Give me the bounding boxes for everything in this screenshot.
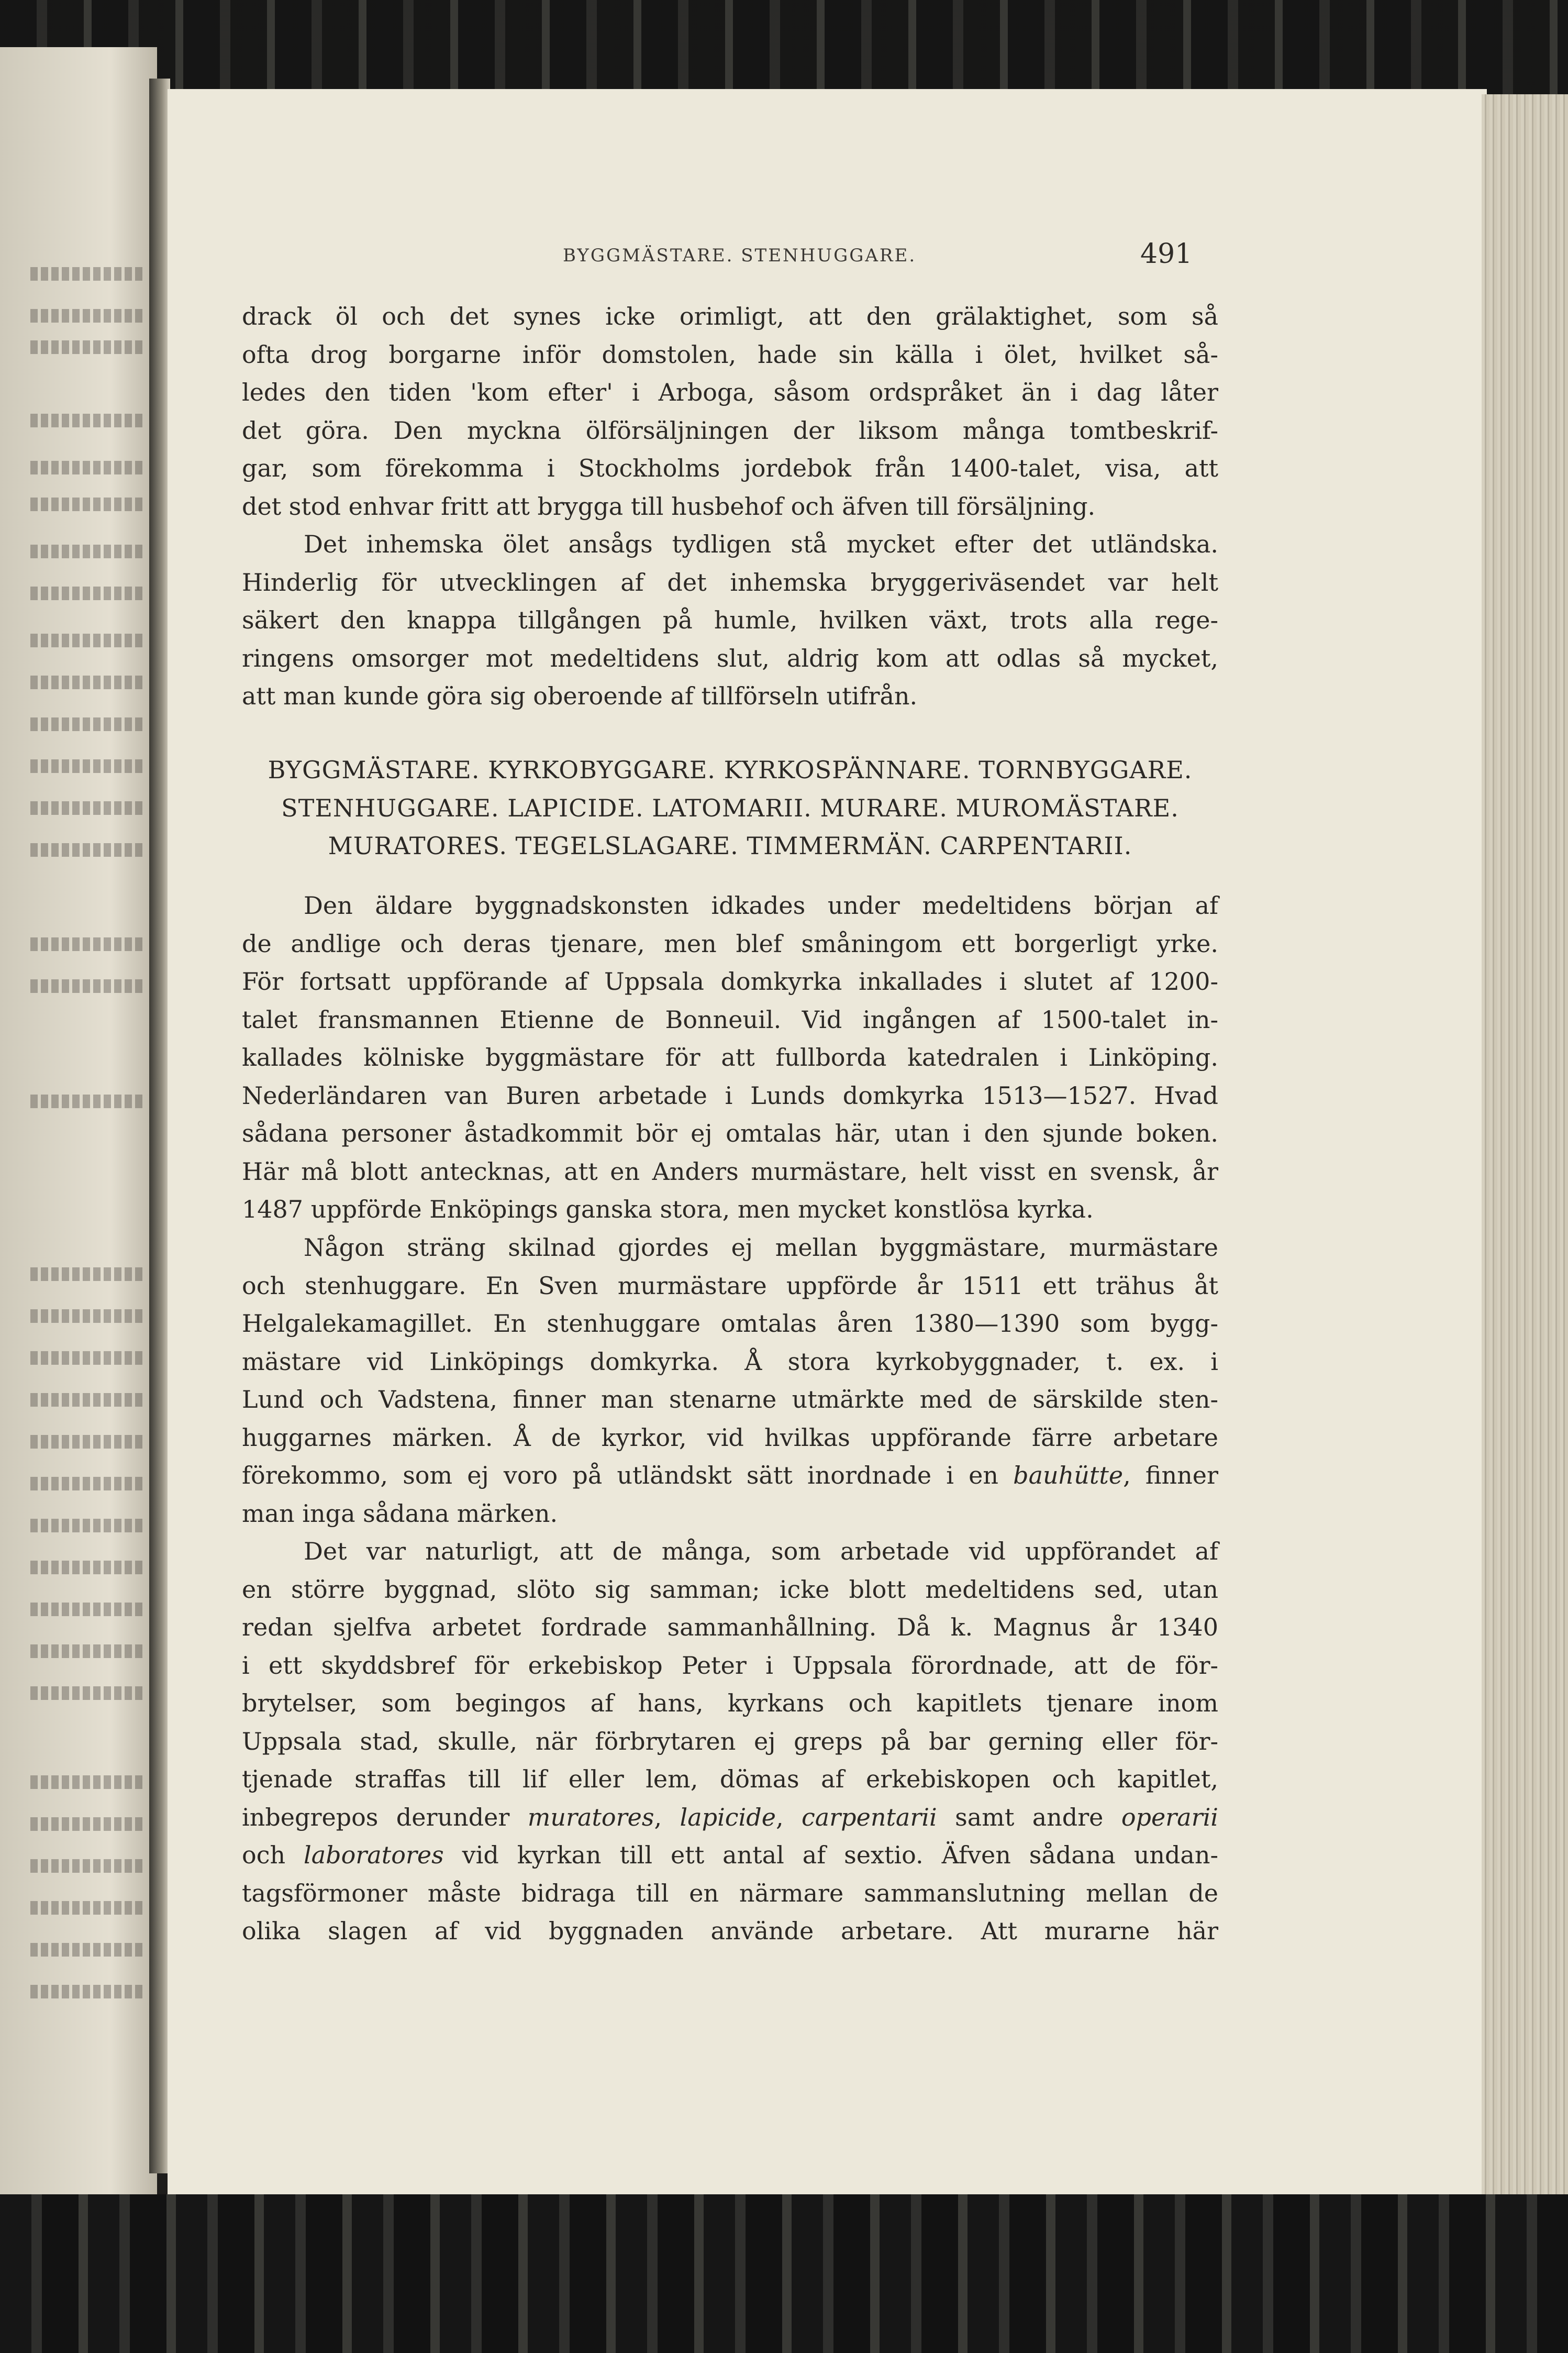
text-line: tjenade straffas till lif eller lem, dömas af erkebiskopen och kapitlet,: [242, 1765, 1218, 1793]
running-head: BYGGMÄSTARE. STENHUGGARE.: [563, 245, 917, 266]
book-gutter: [149, 79, 170, 2173]
text-line: och stenhuggare. En Sven murmästare uppförde år 1511 ett trähus åt: [242, 1271, 1218, 1300]
text-line: ofta drog borgarne inför domstolen, hade sin källa i ölet, hvilket så-: [242, 340, 1218, 369]
scan-background-top: [0, 0, 1568, 100]
text-line: ledes den tiden 'kom efter' i Arboga, såsom ordspråket än i dag låter: [242, 378, 1218, 406]
text-line: Här må blott antecknas, att en Anders murmästare, helt visst en svensk, år: [242, 1157, 1218, 1186]
text-line: inbegrepos derunder muratores, lapicide, carpentarii samt andre operarii: [242, 1803, 1219, 1831]
text-line: gar, som förekomma i Stockholms jordebok från 1400-talet, visa, att: [242, 454, 1218, 482]
heading-line: BYGGMÄSTARE. KYRKOBYGGARE. KYRKOSPÄNNARE. TORNBYGGARE.: [268, 756, 1193, 784]
page-stack-edge: [1482, 94, 1568, 2194]
text-line: Lund och Vadstena, finner man stenarne utmärkte med de särskilde sten-: [242, 1385, 1218, 1413]
heading-line: STENHUGGARE. LAPICIDE. LATOMARII. MURARE. MUROMÄSTARE.: [281, 793, 1179, 822]
text-line: och laboratores vid kyrkan till ett antal af sextio. Äfven sådana undan-: [242, 1841, 1218, 1869]
previous-page-edge: [0, 47, 157, 2194]
text-line: drack öl och det synes icke orimligt, att den grälaktighet, som så: [242, 302, 1218, 330]
text-line: talet fransmannen Etienne de Bonneuil. Vid ingången af 1500-talet in-: [242, 1005, 1218, 1034]
text-line: Det var naturligt, att de många, som arbetade vid uppförandet af: [304, 1537, 1218, 1565]
text-line: mästare vid Linköpings domkyrka. Å stora kyrkobyggnader, t. ex. i: [242, 1347, 1218, 1376]
text-line: förekommo, som ej voro på utländskt sätt inordnade i en bauhütte, finner: [242, 1461, 1219, 1489]
text-line: redan sjelfva arbetet fordrade sammanhållning. Då k. Magnus år 1340: [242, 1613, 1218, 1641]
text-line: Helgalekamagillet. En stenhuggare omtalas åren 1380—1390 som bygg-: [242, 1309, 1218, 1338]
text-line: För fortsatt uppförande af Uppsala domkyrka inkallades i slutet af 1200-: [242, 967, 1218, 996]
paragraph-4: [242, 1229, 1218, 1532]
text-line: sådana personer åstadkommit bör ej omtalas här, utan i den sjunde boken.: [242, 1119, 1218, 1147]
text-line: de andlige och deras tjenare, men blef småningom ett borgerligt yrke.: [242, 929, 1218, 958]
text-line: i ett skyddsbref för erkebiskop Peter i Uppsala förordnade, att de för-: [242, 1651, 1218, 1680]
text-line: Nederländaren van Buren arbetade i Lunds domkyrka 1513—1527. Hvad: [242, 1081, 1218, 1110]
text-line: 1487 uppförde Enköpings ganska stora, men mycket konstlösa kyrka.: [242, 1195, 1094, 1223]
text-line: ringens omsorger mot medeltidens slut, aldrig kom att odlas så mycket,: [242, 644, 1218, 672]
text-line: det göra. Den myckna ölförsäljningen der liksom många tomtbeskrif-: [242, 416, 1218, 445]
text-line: kallades kölniske byggmästare för att fullborda katedralen i Linköping.: [242, 1043, 1218, 1071]
text-line: brytelser, som begingos af hans, kyrkans och kapitlets tjenare inom: [242, 1689, 1218, 1717]
text-line: Hinderlig för utvecklingen af det inhemska bryggeriväsendet var helt: [242, 568, 1218, 596]
text-line: Den äldare byggnadskonsten idkades under medeltidens början af: [304, 891, 1218, 920]
text-line: säkert den knappa tillgången på humle, hvilken växt, trots alla rege-: [242, 606, 1218, 634]
heading-line: MURATORES. TEGELSLAGARE. TIMMERMÄN. CARPENTARII.: [328, 832, 1132, 860]
page-number: 491: [1140, 238, 1193, 270]
paragraph-3: [242, 887, 1218, 1229]
paragraph-5: [242, 1532, 1218, 1950]
text-line: det stod enhvar fritt att brygga till husbehof och äfven till försäljning.: [242, 492, 1096, 521]
text-line: att man kunde göra sig oberoende af tillförseln utifrån.: [242, 682, 918, 710]
text-line: Någon sträng skilnad gjordes ej mellan byggmästare, murmästare: [304, 1233, 1218, 1262]
text-line: man inga sådana märken.: [242, 1499, 558, 1528]
paragraph-2: [242, 297, 1218, 715]
text-line: en större byggnad, slöto sig samman; icke blott medeltidens sed, utan: [242, 1575, 1218, 1604]
text-line: Uppsala stad, skulle, när förbrytaren ej greps på bar gerning eller för-: [242, 1727, 1218, 1755]
text-line: tagsförmoner måste bidraga till en närmare sammanslutning mellan de: [242, 1879, 1218, 1907]
text-line: olika slagen af vid byggnaden använde arbetare. Att murarne här: [242, 1917, 1218, 1945]
text-line: huggarnes märken. Å de kyrkor, vid hvilkas uppförande färre arbetare: [242, 1423, 1218, 1452]
scan-background-bottom: [0, 2194, 1568, 2353]
text-line: Det inhemska ölet ansågs tydligen stå mycket efter det utländska.: [304, 530, 1218, 558]
section-heading: [242, 751, 1218, 865]
